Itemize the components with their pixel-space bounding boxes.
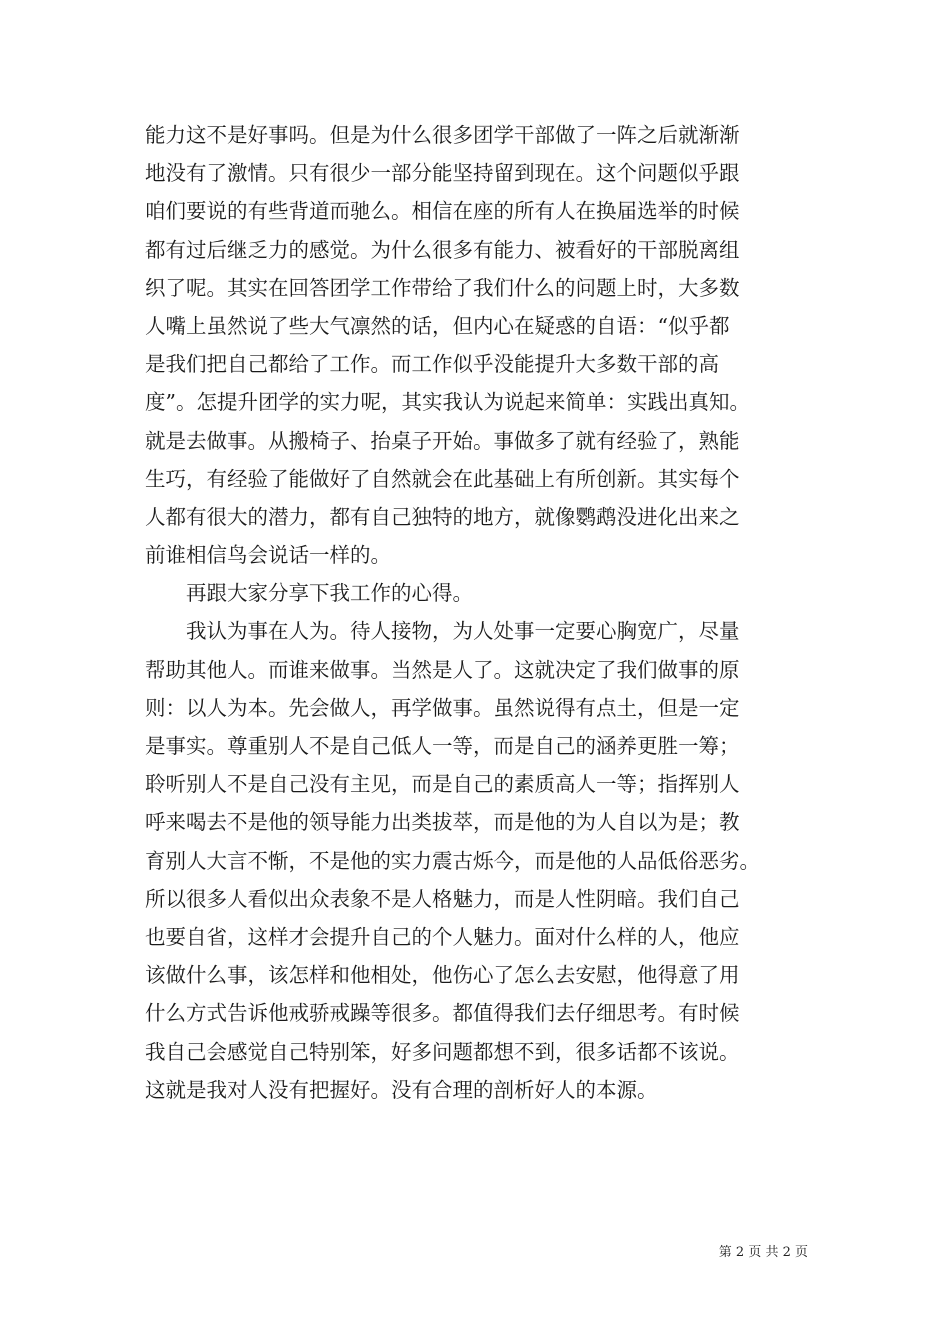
- text-line: 这就是我对人没有把握好。没有合理的剖析好人的本源。: [145, 1077, 658, 1102]
- text-line: 咱们要说的有些背道而驰么。相信在座的所有人在换届选举的时候: [145, 199, 740, 224]
- text-line: 是我们把自己都给了工作。而工作似乎没能提升大多数干部的高: [145, 352, 719, 377]
- text-line: 度”。怎提升团学的实力呢，其实我认为说起来简单：实践出真知。: [145, 390, 750, 415]
- text-line: 育别人大言不惭，不是他的实力震古烁今，而是他的人品低俗恶劣。: [145, 848, 760, 873]
- text-line: 帮助其他人。而谁来做事。当然是人了。这就决定了我们做事的原: [145, 657, 740, 682]
- text-line: 生巧，有经验了能做好了自然就会在此基础上有所创新。其实每个: [145, 466, 740, 491]
- text-line: 呼来喝去不是他的领导能力出类拔萃，而是他的为人自以为是；教: [145, 810, 740, 835]
- text-line: 我认为事在人为。待人接物，为人处事一定要心胸宽广，尽量: [186, 619, 740, 644]
- body-text: [145, 116, 835, 1109]
- text-line: 该做什么事，该怎样和他相处，他伤心了怎么去安慰，他得意了用: [145, 963, 740, 988]
- text-line: 人嘴上虽然说了些大气凛然的话，但内心在疑惑的自语：“似乎都: [145, 313, 730, 338]
- page-number: 第 2 页 共 2 页: [718, 1245, 808, 1260]
- text-line: 人都有很大的潜力，都有自己独特的地方，就像鹦鹉没进化出来之: [145, 504, 740, 529]
- text-line: 也要自省，这样才会提升自己的个人魅力。面对什么样的人，他应: [145, 924, 740, 949]
- text-line: 织了呢。其实在回答团学工作带给了我们什么的问题上时，大多数: [145, 275, 740, 300]
- text-line: 都有过后继乏力的感觉。为什么很多有能力、被看好的干部脱离组: [145, 237, 740, 262]
- text-line: 我自己会感觉自己特别笨，好多问题都想不到，很多话都不该说。: [145, 1039, 740, 1064]
- text-line: 能力这不是好事吗。但是为什么很多团学干部做了一阵之后就渐渐: [145, 123, 740, 147]
- text-line: 聆听别人不是自己没有主见，而是自己的素质高人一等；指挥别人: [145, 772, 740, 797]
- text-line: 什么方式告诉他戒骄戒躁等很多。都值得我们去仔细思考。有时候: [145, 1001, 740, 1026]
- text-line: 前谁相信鸟会说话一样的。: [145, 543, 391, 568]
- text-line: 地没有了激情。只有很少一部分能坚持留到现在。这个问题似乎跟: [145, 161, 740, 186]
- text-line: 是事实。尊重别人不是自己低人一等，而是自己的涵养更胜一筹；: [145, 734, 740, 758]
- text-line: 则：以人为本。先会做人，再学做事。虽然说得有点土，但是一定: [145, 695, 740, 720]
- text-line: 再跟大家分享下我工作的心得。: [186, 581, 473, 606]
- text-line: 所以很多人看似出众表象不是人格魅力，而是人性阴暗。我们自己: [145, 886, 740, 911]
- text-line: 就是去做事。从搬椅子、抬桌子开始。事做多了就有经验了，熟能: [145, 428, 740, 453]
